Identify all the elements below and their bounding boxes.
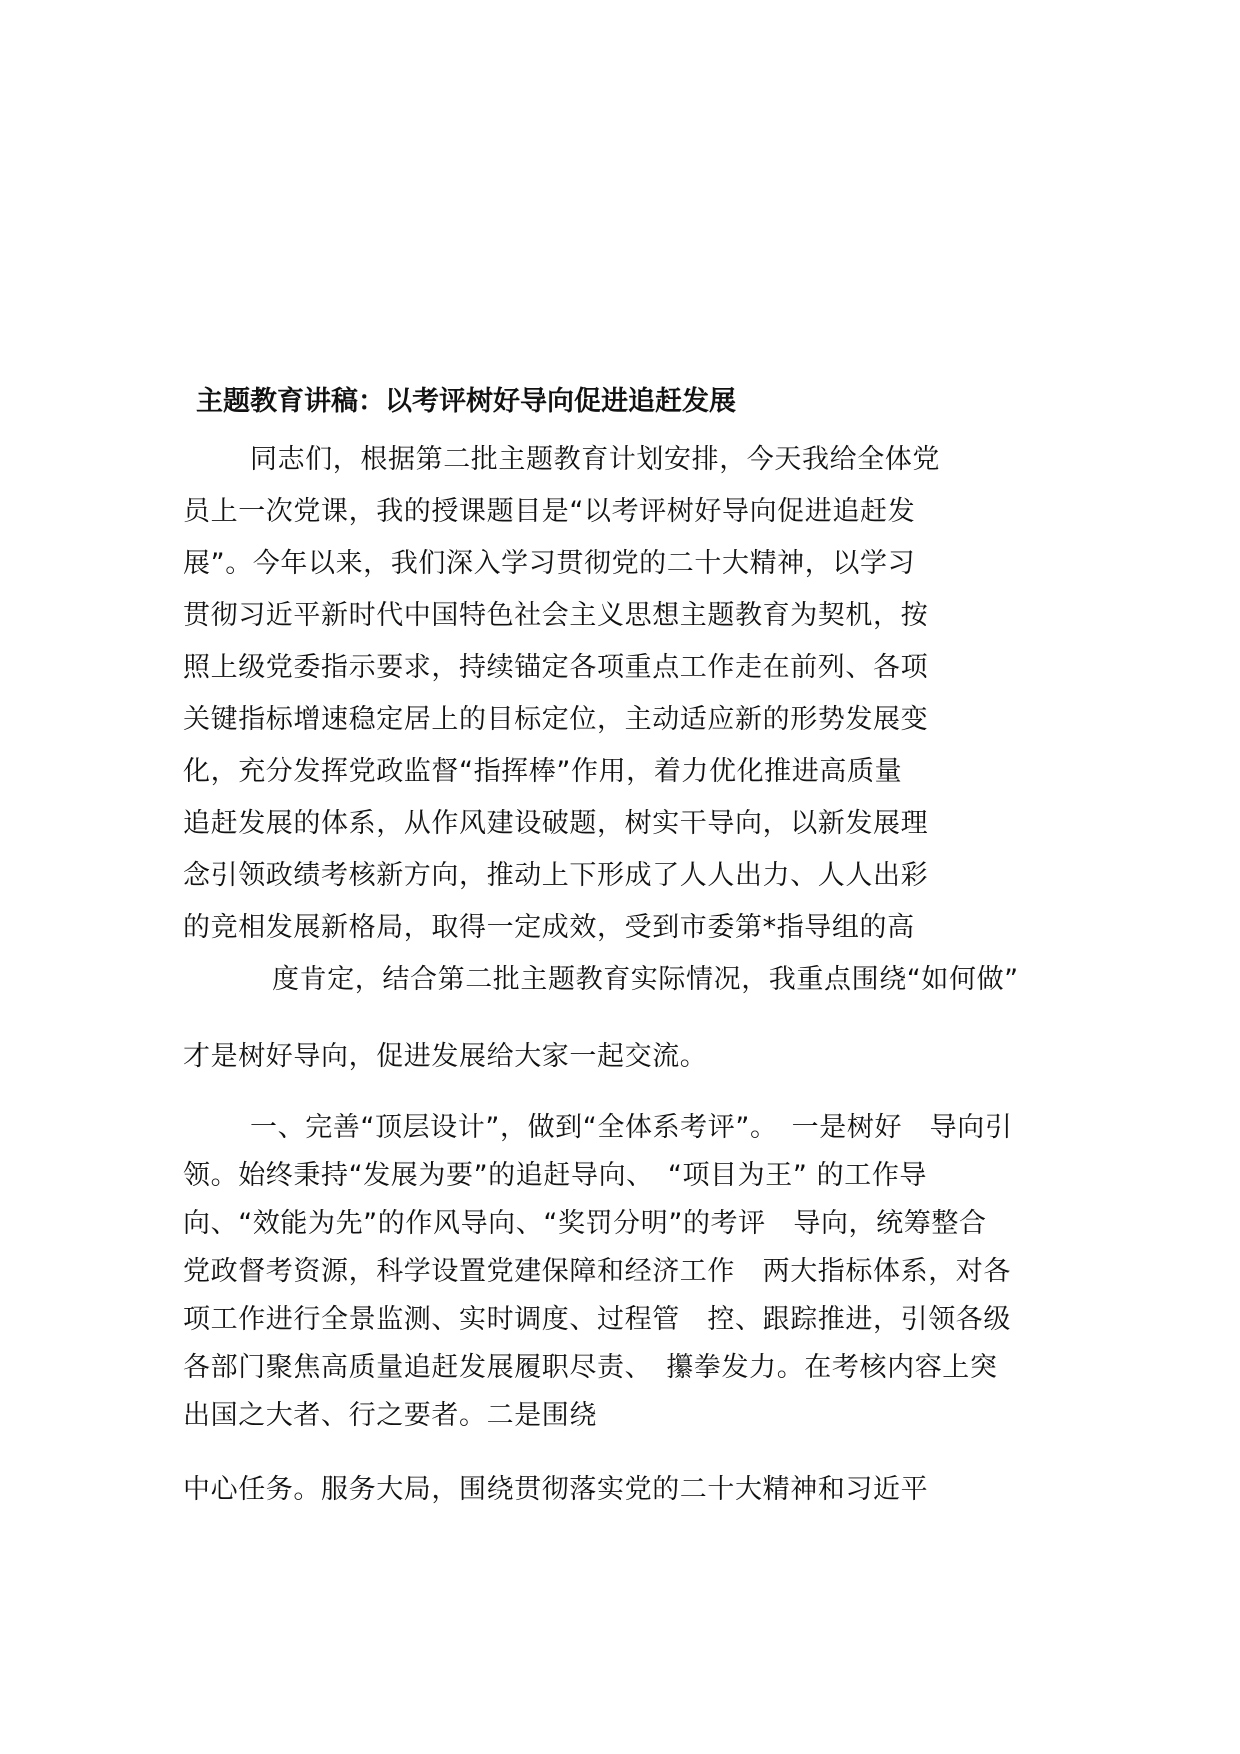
paragraph-line-8: 追赶发展的体系，从作风建设破题，树实干导向，以新发展理: [183, 808, 929, 839]
paragraph-line-12: 才是树好导向，促进发展给大家一起交流。: [183, 1041, 708, 1072]
section-line-7: 出国之大者、行之要者。二是围绕: [183, 1400, 597, 1431]
section-line-2: 领。始终秉持“发展为要”的追赶导向、 “项目为王” 的工作导: [183, 1160, 928, 1191]
section-line-5: 项工作进行全景监测、实时调度、过程管 控、跟踪推进，引领各级: [183, 1304, 1011, 1335]
paragraph-line-7: 化，充分发挥党政监督“指挥棒”作用，着力优化推进高质量: [183, 756, 903, 787]
document-title: 主题教育讲稿：以考评树好导向促进追赶发展: [196, 386, 736, 417]
paragraph-line-5: 照上级党委指示要求，持续锚定各项重点工作走在前列、各项: [183, 652, 929, 683]
section-line-4: 党政督考资源，科学设置党建保障和经济工作 两大指标体系，对各: [183, 1256, 1011, 1287]
paragraph-line-11: 度肯定，结合第二批主题教育实际情况，我重点围绕“如何做”: [272, 964, 1019, 995]
paragraph-line-9: 念引领政绩考核新方向，推动上下形成了人人出力、人人出彩: [183, 860, 929, 891]
section-line-3: 向、“效能为先”的作风导向、“奖罚分明”的考评 导向，统筹整合: [183, 1208, 987, 1239]
paragraph-line-6: 关键指标增速稳定居上的目标定位，主动适应新的形势发展变: [183, 704, 929, 735]
section-line-1: 一、完善“顶层设计”，做到“全体系考评”。 一是树好 导向引: [250, 1112, 1013, 1143]
paragraph-line-1: 同志们，根据第二批主题教育计划安排，今天我给全体党: [250, 444, 940, 475]
section-line-6: 各部门聚焦高质量追赶发展履职尽责、 攥拳发力。在考核内容上突: [183, 1352, 998, 1383]
paragraph-line-3: 展”。今年以来，我们深入学习贯彻党的二十大精神，以学习: [183, 548, 916, 579]
section-line-8: 中心任务。服务大局，围绕贯彻落实党的二十大精神和习近平: [183, 1474, 929, 1505]
paragraph-line-2: 员上一次党课，我的授课题目是“以考评树好导向促进追赶发: [183, 496, 916, 527]
paragraph-line-10: 的竞相发展新格局，取得一定成效，受到市委第*指导组的高: [183, 912, 915, 943]
paragraph-line-4: 贯彻习近平新时代中国特色社会主义思想主题教育为契机，按: [183, 600, 929, 631]
